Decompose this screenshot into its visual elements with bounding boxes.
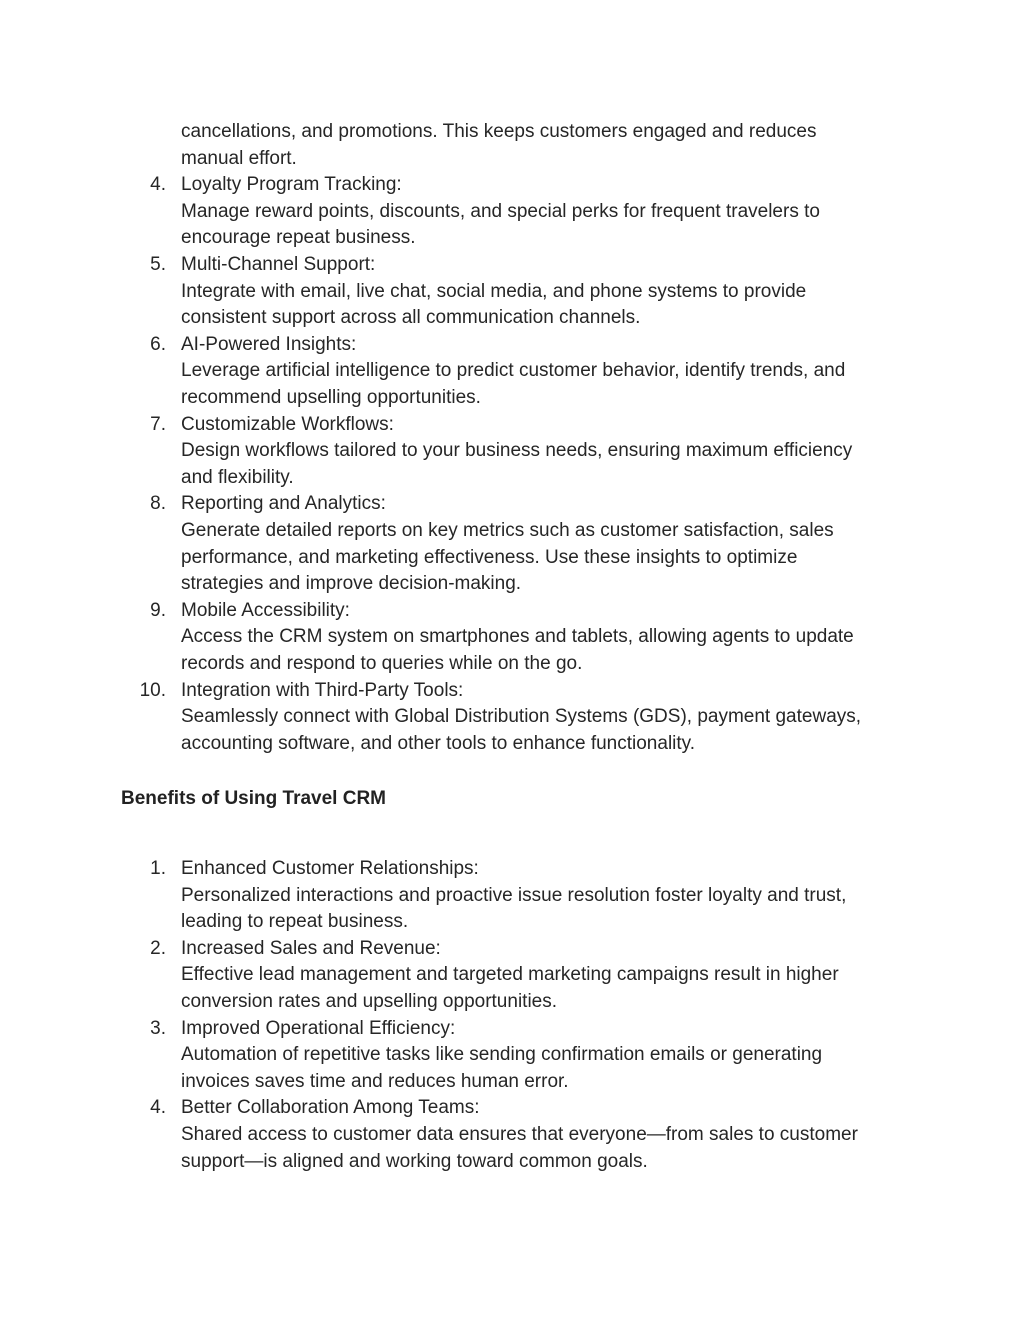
list-item-number: 2. [150, 937, 166, 959]
list-item-title: Mobile Accessibility: [181, 599, 350, 621]
list-item-description-line: Shared access to customer data ensures that everyone—from sales to customer [181, 1124, 858, 1145]
list-item-description-line: Design workflows tailored to your business needs, ensuring maximum efficiency [181, 440, 853, 462]
list-item-number: 6. [150, 333, 166, 355]
list-item-description-line: support—is aligned and working toward common goals. [181, 1150, 648, 1172]
list-item-description-line: Generate detailed reports on key metrics such as customer satisfaction, sales [181, 520, 834, 541]
list-item-description-line: strategies and improve decision-making. [181, 573, 522, 595]
list-item-description-line: consistent support across all communication channels. [181, 307, 641, 329]
list-item-description-line: accounting software, and other tools to enhance functionality. [181, 732, 696, 754]
list-item-description-line: Personalized interactions and proactive issue resolution foster loyalty and trust, [181, 884, 847, 906]
list-item-description-line: invoices saves time and reduces human error. [181, 1070, 569, 1092]
list-item-title: Reporting and Analytics: [181, 493, 386, 515]
list-item-description-line: encourage repeat business. [181, 227, 416, 249]
list-item-description-line: Seamlessly connect with Global Distribution Systems (GDS), payment gateways, [181, 706, 862, 728]
list-item-number: 7. [150, 413, 166, 435]
list-item-title: Customizable Workflows: [181, 413, 394, 435]
list-item-description-line: conversion rates and upselling opportunities. [181, 991, 558, 1012]
list-item-description-line: Effective lead management and targeted marketing campaigns result in higher [181, 964, 839, 986]
list-item-title: Integration with Third-Party Tools: [181, 679, 464, 701]
paragraph-line: cancellations, and promotions. This keeps customers engaged and reduces [181, 121, 817, 142]
list-item-description-line: leading to repeat business. [181, 911, 409, 933]
list-item-number: 4. [150, 174, 166, 196]
list-item-description-line: Integrate with email, live chat, social media, and phone systems to provide [181, 280, 807, 302]
list-item-title: Increased Sales and Revenue: [181, 937, 441, 959]
list-item-title: AI-Powered Insights: [181, 333, 357, 355]
list-item-title: Improved Operational Efficiency: [181, 1017, 456, 1039]
list-item-number: 3. [150, 1017, 166, 1039]
list-item-number: 4. [150, 1097, 166, 1119]
section-heading-benefits: Benefits of Using Travel CRM [121, 788, 386, 809]
list-item-description-line: recommend upselling opportunities. [181, 387, 481, 408]
list-item-description-line: Access the CRM system on smartphones and tablets, allowing agents to update [181, 626, 854, 648]
list-item-number: 1. [150, 858, 166, 879]
list-item-number: 9. [150, 599, 166, 621]
list-item-title: Multi-Channel Support: [181, 254, 376, 275]
list-item-title: Better Collaboration Among Teams: [181, 1097, 480, 1119]
list-item-description-line: Automation of repetitive tasks like sending confirmation emails or generating [181, 1044, 823, 1066]
list-item-description-line: Manage reward points, discounts, and special perks for frequent travelers to [181, 200, 820, 222]
list-item-description-line: and flexibility. [181, 466, 294, 488]
list-item-description-line: records and respond to queries while on the go. [181, 653, 583, 674]
list-item-number: 10. [139, 679, 166, 701]
list-item-description-line: Leverage artificial intelligence to predict customer behavior, identify trends, and [181, 360, 846, 382]
list-item-title: Loyalty Program Tracking: [181, 174, 402, 196]
list-item-number: 8. [150, 493, 166, 515]
list-item-number: 5. [150, 254, 166, 275]
list-item-title: Enhanced Customer Relationships: [181, 858, 479, 879]
paragraph-line: manual effort. [181, 147, 297, 169]
list-item-description-line: performance, and marketing effectiveness. Use these insights to optimize [181, 546, 798, 568]
